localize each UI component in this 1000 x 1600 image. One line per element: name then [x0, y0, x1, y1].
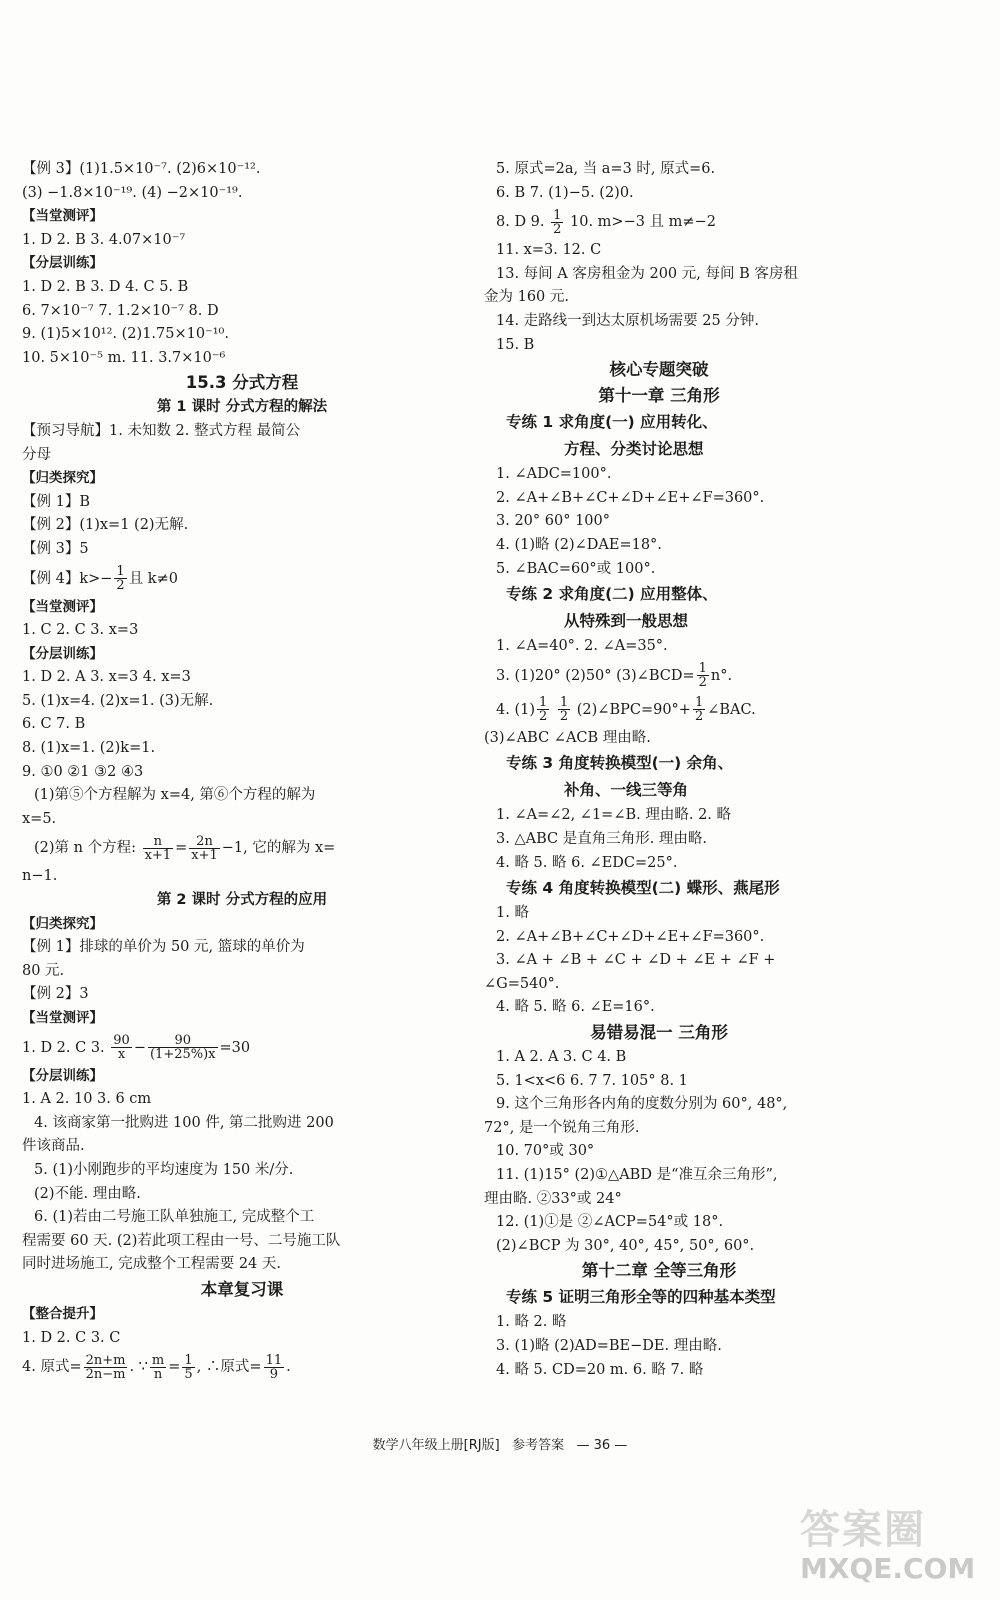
- answer-line: 1. A 2. A 3. C 4. B: [496, 1049, 627, 1066]
- answer-line: 2. ∠A+∠B+∠C+∠D+∠E+∠F=360°.: [496, 489, 765, 506]
- section-heading: 核心专题突破: [609, 360, 709, 380]
- answer-line: n−1.: [22, 868, 58, 885]
- answer-line: 2. ∠A+∠B+∠C+∠D+∠E+∠F=360°.: [496, 928, 765, 945]
- fraction-denominator: 2: [553, 221, 562, 237]
- fraction: [537, 696, 549, 723]
- answer-line: 1. 略: [496, 905, 529, 922]
- answer-line: ∠G=540°.: [484, 975, 560, 992]
- answer-line: (1)第⑤个方程解为 x=4, 第⑥个方程的解为: [34, 787, 316, 804]
- fraction-numerator: 1: [116, 564, 125, 579]
- section-heading: 第十二章 全等三角形: [581, 1261, 737, 1281]
- answer-line: 1. D 2. B 3. D 4. C 5. B: [22, 278, 189, 295]
- page-footer: [0, 1434, 1000, 1453]
- answer-line: 1. C 2. C 3. x=3: [22, 622, 139, 639]
- fraction: [551, 209, 563, 236]
- answer-line: 【例 1】B: [22, 493, 90, 510]
- answer-line: 5. (1)x=4. (2)x=1. (3)无解.: [22, 692, 214, 709]
- fraction-numerator: 1: [184, 1352, 193, 1368]
- fraction-denominator: 2: [694, 709, 704, 725]
- answer-line: (2)不能. 理由略.: [34, 1185, 141, 1202]
- answer-line: 程需要 60 天. (2)若此项工程由一号、二号施工队: [22, 1232, 341, 1249]
- answer-line: 8. (1)x=1. (2)k=1.: [22, 740, 156, 757]
- text-segment: 4. 原式=: [22, 1359, 82, 1376]
- text-segment: =: [175, 840, 188, 857]
- subsection-label: 【当堂测评】: [22, 208, 103, 225]
- text-segment: 且 k≠0: [128, 570, 178, 587]
- fraction-denominator: x+1: [191, 847, 218, 863]
- fraction: [558, 696, 570, 723]
- answer-line: 同时进场施工, 完成整个工程需要 24 天.: [22, 1256, 281, 1273]
- answer-line: [22, 562, 462, 596]
- fraction-numerator: 1: [698, 661, 707, 677]
- fraction: [150, 1354, 166, 1381]
- topic-heading: 专练 3 角度转换模型(一) 余角、: [506, 754, 734, 773]
- text-segment: [551, 702, 556, 718]
- answer-line: 1. ∠ADC=100°.: [496, 466, 612, 483]
- answer-line: 6. C 7. B: [22, 716, 86, 733]
- answer-line: x=5.: [22, 810, 57, 827]
- answer-line: 1. D 2. C 3. C: [22, 1329, 121, 1346]
- section-heading: 15.3 分式方程: [185, 373, 299, 393]
- fraction: [693, 696, 705, 723]
- subsection-label: 【分层训练】: [22, 255, 103, 272]
- answer-line: 4. (1)略 (2)∠DAE=18°.: [496, 536, 662, 553]
- fraction-numerator: 11: [265, 1352, 283, 1368]
- lesson-heading: 第 2 课时 分式方程的应用: [156, 892, 328, 909]
- subsection-label: 【整合提升】: [22, 1305, 103, 1322]
- subsection-label: 【分层训练】: [22, 1067, 103, 1084]
- text-segment: , ∴原式=: [196, 1359, 262, 1376]
- subsection-label: 【分层训练】: [22, 645, 103, 662]
- answer-line: 80 元.: [22, 962, 65, 979]
- fraction-numerator: 2n+m: [85, 1352, 126, 1368]
- answer-line: 【预习导航】1. 未知数 2. 整式方程 最简公: [22, 422, 301, 439]
- text-segment: =30: [219, 1039, 251, 1056]
- lesson-heading: 第 1 课时 分式方程的解法: [156, 399, 328, 416]
- answer-line: 3. (1)略 (2)AD=BE−DE. 理由略.: [496, 1338, 722, 1354]
- answer-line: 1. D 2. B 3. 4.07×10⁻⁷: [22, 231, 186, 248]
- answer-line: [484, 205, 834, 239]
- fraction-denominator: x: [117, 1047, 126, 1063]
- text-segment: 8. D 9.: [496, 214, 550, 231]
- answer-line: (2)∠BCP 为 30°, 40°, 45°, 50°, 60°.: [496, 1237, 755, 1254]
- answer-line: 3. △ABC 是直角三角形. 理由略.: [496, 830, 708, 847]
- answer-line: 3. 20° 60° 100°: [496, 513, 610, 530]
- answer-line: 9. (1)5×10¹². (2)1.75×10⁻¹⁰.: [22, 326, 229, 343]
- answer-line: 【例 3】(1)1.5×10⁻⁷. (2)6×10⁻¹².: [22, 161, 261, 177]
- text-segment: 【例 4】k>−: [22, 570, 113, 587]
- fraction-numerator: 1: [694, 695, 704, 711]
- answer-line: 理由略. ②33°或 24°: [484, 1190, 622, 1207]
- topic-heading: 专练 1 求角度(一) 应用转化、: [506, 413, 718, 432]
- answer-line: 4. 略 5. CD=20 m. 6. 略 7. 略: [496, 1361, 704, 1378]
- fraction: [84, 1354, 128, 1381]
- fraction-denominator: 2n−m: [85, 1366, 126, 1382]
- fraction: [143, 835, 174, 862]
- fraction-numerator: m: [151, 1352, 165, 1368]
- text-segment: (2)第 n 个方程:: [34, 840, 141, 857]
- answer-line: 3. ∠A + ∠B + ∠C + ∠D + ∠E + ∠F +: [496, 952, 776, 969]
- text-segment: ∠BAC.: [707, 701, 756, 718]
- topic-heading: 方程、分类讨论思想: [564, 440, 704, 459]
- fraction: [148, 1034, 218, 1061]
- fraction-numerator: 90: [148, 1034, 218, 1048]
- footer-section: 参考答案: [512, 1438, 565, 1453]
- text-segment: 3. (1)20° (2)50° (3)∠BCD=: [496, 667, 695, 684]
- answer-line: (3) −1.8×10⁻¹⁹. (4) −2×10⁻¹⁹.: [22, 184, 243, 201]
- footer-page-number: — 36 —: [576, 1438, 628, 1453]
- answer-line: [484, 659, 834, 693]
- answer-line: 5. 1<x<6 6. 7 7. 105° 8. 1: [496, 1072, 688, 1089]
- fraction-numerator: 1: [553, 207, 562, 223]
- answer-line: 9. ①0 ②1 ③2 ④3: [22, 763, 144, 780]
- answer-line: 6. B 7. (1)−5. (2)0.: [496, 184, 634, 201]
- fraction-denominator: 9: [269, 1366, 278, 1382]
- answer-line: 1. D 2. A 3. x=3 4. x=3: [22, 669, 191, 686]
- text-segment: (2)∠BPC=90°+: [572, 701, 691, 718]
- fraction-denominator: (1+25%)x: [149, 1047, 216, 1063]
- text-segment: =: [168, 1359, 181, 1376]
- section-heading: 本章复习课: [200, 1279, 284, 1299]
- answer-line: 5. (1)小刚跑步的平均速度为 150 米/分.: [34, 1161, 294, 1178]
- answer-line: (3)∠ABC ∠ACB 理由略.: [484, 729, 651, 746]
- fraction-numerator: 1: [538, 695, 548, 711]
- left-column: [22, 158, 462, 1384]
- answer-line: 1. ∠A=∠2, ∠1=∠B. 理由略. 2. 略: [496, 807, 732, 824]
- answer-line: 6. (1)若由二号施工队单独施工, 完成整个工: [34, 1209, 315, 1226]
- answer-line: 4. 该商家第一批购进 100 件, 第二批购进 200: [34, 1114, 334, 1131]
- answer-line: 15. B: [496, 336, 535, 353]
- text-segment: 4. (1): [496, 701, 535, 718]
- answer-line: 1. 略 2. 略: [496, 1314, 567, 1331]
- fraction-denominator: 2: [559, 709, 569, 725]
- fraction: [114, 565, 126, 592]
- answer-line: 【例 2】(1)x=1 (2)无解.: [22, 517, 189, 534]
- answer-line: 件该商品.: [22, 1138, 85, 1155]
- topic-heading: 补角、一线三等角: [564, 781, 689, 800]
- answer-line: 10. 5×10⁻⁵ m. 11. 3.7×10⁻⁶: [22, 349, 226, 366]
- watermark-logo-text: 答案圈: [800, 1507, 926, 1553]
- answer-line: 6. 7×10⁻⁷ 7. 1.2×10⁻⁷ 8. D: [22, 302, 219, 319]
- fraction-denominator: n: [153, 1366, 163, 1382]
- answer-line: [22, 831, 462, 865]
- fraction-denominator: 2: [538, 709, 548, 725]
- answer-line: 【例 1】排球的单价为 50 元, 篮球的单价为: [22, 939, 305, 956]
- answer-line: 72°, 是一个锐角三角形.: [484, 1119, 640, 1136]
- answer-line: 11. x=3. 12. C: [496, 242, 602, 259]
- fraction-numerator: 90: [113, 1033, 130, 1049]
- answer-line: 4. 略 5. 略 6. ∠E=16°.: [496, 999, 655, 1016]
- fraction-numerator: 1: [559, 695, 569, 711]
- fraction-denominator: 2: [698, 675, 707, 691]
- answer-line: 【例 3】5: [22, 540, 89, 557]
- answer-line: 1. ∠A=40°. 2. ∠A=35°.: [496, 638, 668, 655]
- right-column: [484, 158, 834, 1382]
- fraction-numerator: n: [143, 835, 174, 849]
- fraction: [189, 835, 220, 862]
- answer-line: 14. 走路线一到达太原机场需要 25 分钟.: [496, 312, 759, 329]
- fraction-denominator: 2: [116, 578, 125, 593]
- text-segment: 1. D 2. C 3.: [22, 1039, 110, 1056]
- fraction-denominator: 5: [184, 1366, 193, 1382]
- fraction: [111, 1034, 132, 1061]
- footer-book-title: 数学八年级上册[RJ版]: [372, 1438, 500, 1453]
- answer-line: [484, 693, 834, 727]
- fraction: [264, 1354, 285, 1381]
- answer-line: 5. ∠BAC=60°或 100°.: [496, 560, 656, 577]
- text-segment: −: [133, 1039, 146, 1056]
- answer-line: 12. (1)①是 ②∠ACP=54°或 18°.: [496, 1214, 724, 1231]
- answer-line: 分母: [22, 446, 51, 463]
- fraction: [182, 1354, 194, 1381]
- answer-line: [22, 1031, 462, 1065]
- answer-line: 1. A 2. 10 3. 6 cm: [22, 1091, 152, 1108]
- text-segment: .: [286, 1359, 291, 1376]
- answer-line: 金为 160 元.: [484, 289, 570, 306]
- topic-heading: 专练 5 证明三角形全等的四种基本类型: [506, 1288, 776, 1307]
- section-heading: 第十一章 三角形: [598, 386, 720, 406]
- answer-line: 9. 这个三角形各内角的度数分别为 60°, 48°,: [496, 1096, 788, 1113]
- text-segment: . ∵: [129, 1359, 148, 1376]
- fraction: [697, 662, 709, 689]
- subsection-label: 【归类探究】: [22, 915, 103, 932]
- text-segment: n°.: [710, 667, 733, 684]
- answer-line: [22, 1350, 462, 1384]
- subsection-label: 【归类探究】: [22, 470, 103, 487]
- watermark: [800, 1498, 990, 1588]
- answer-line: 4. 略 5. 略 6. ∠EDC=25°.: [496, 854, 678, 871]
- text-segment: 10. m>−3 且 m≠−2: [565, 214, 716, 231]
- fraction-denominator: x+1: [144, 847, 172, 863]
- answer-line: 10. 70°或 30°: [496, 1143, 595, 1160]
- topic-heading: 从特殊到一般思想: [564, 612, 689, 631]
- answer-line: 5. 原式=2a, 当 a=3 时, 原式=6.: [496, 161, 716, 177]
- answer-line: 13. 每间 A 客房租金为 200 元, 每间 B 客房租: [496, 265, 798, 282]
- topic-heading: 专练 2 求角度(二) 应用整体、: [506, 585, 718, 604]
- answer-line: 11. (1)15° (2)①△ABD 是“准互余三角形”,: [496, 1167, 778, 1184]
- subsection-label: 【当堂测评】: [22, 1010, 103, 1026]
- fraction-numerator: 2n: [189, 835, 220, 849]
- text-segment: −1, 它的解为 x=: [221, 840, 336, 857]
- topic-heading: 专练 4 角度转换模型(二) 蝶形、燕尾形: [506, 879, 780, 898]
- section-heading: 易错易混一 三角形: [590, 1023, 728, 1043]
- subsection-label: 【当堂测评】: [22, 598, 103, 615]
- answer-line: 【例 2】3: [22, 986, 89, 1003]
- watermark-url: MXQE.COM: [800, 1552, 976, 1585]
